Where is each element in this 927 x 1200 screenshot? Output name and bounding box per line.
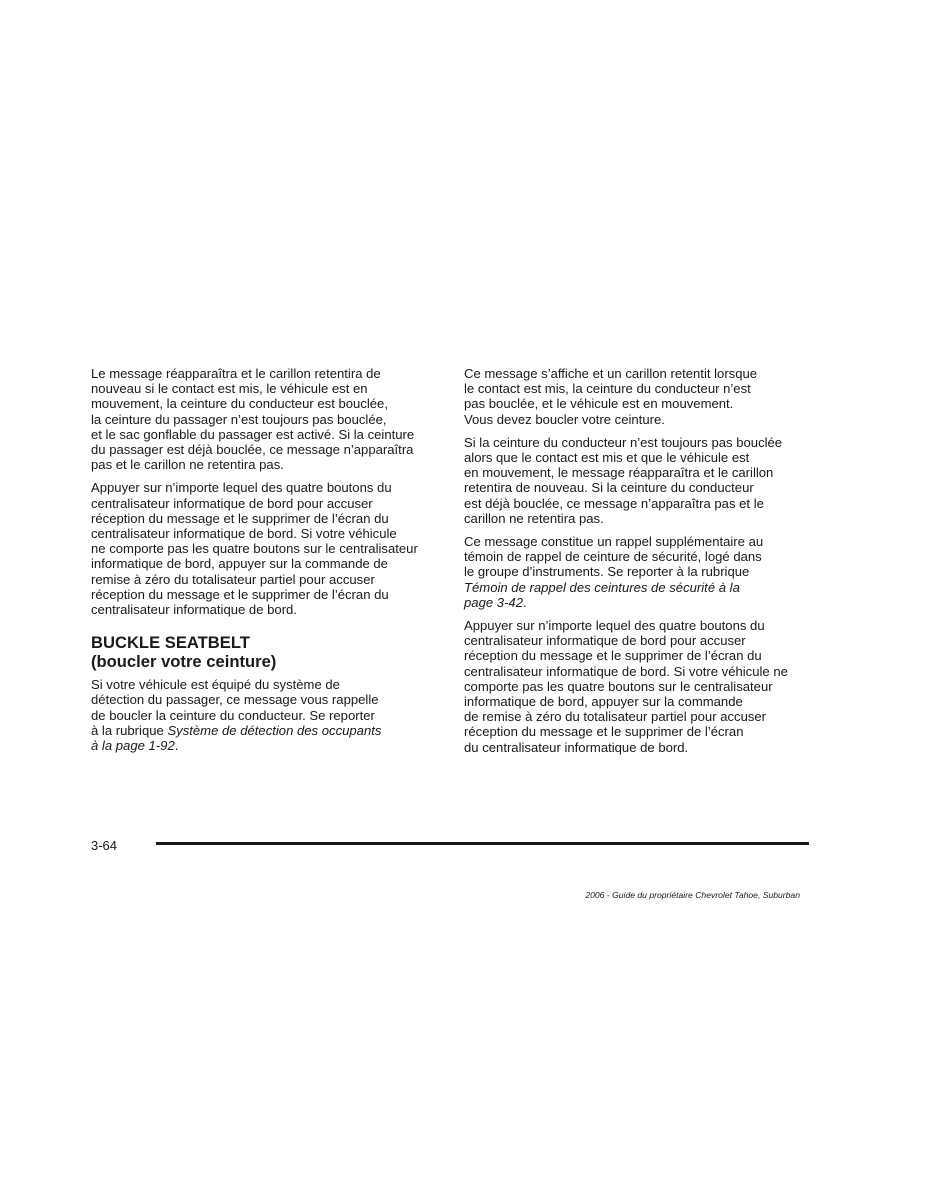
footer-rule bbox=[156, 842, 809, 845]
text-line: remise à zéro du totalisateur partiel pour accuser bbox=[91, 571, 375, 587]
text-line: est déjà bouclée, ce message n’apparaîtra pas et le bbox=[464, 495, 764, 511]
text-line bbox=[464, 595, 816, 610]
text-line: centralisateur informatique de bord pour accuser bbox=[91, 495, 373, 511]
text-line: nouveau si le contact est mis, le véhicule est en bbox=[91, 381, 368, 397]
text-line: informatique de bord, appuyer sur la commande bbox=[464, 694, 743, 710]
text-line: témoin de rappel de ceinture de sécurité, logé dans bbox=[464, 549, 762, 565]
cross-reference: à la page 1-92 bbox=[91, 738, 175, 754]
right-paragraph-2 bbox=[464, 435, 816, 526]
left-paragraph-3 bbox=[91, 677, 443, 753]
left-column bbox=[91, 366, 443, 761]
text-line: mouvement, la ceinture du conducteur est bouclée, bbox=[91, 396, 388, 412]
text-line: réception du message et le supprimer de l’écran du bbox=[91, 586, 389, 602]
text-line: la ceinture du passager n’est toujours pas bouclée, bbox=[91, 411, 387, 427]
heading-line: (boucler votre ceinture) bbox=[91, 651, 277, 671]
right-paragraph-4 bbox=[464, 618, 816, 755]
cross-reference: Témoin de rappel des ceintures de sécurité à la bbox=[464, 579, 740, 595]
text-line: alors que le contact est mis et que le véhicule est bbox=[464, 450, 750, 466]
text-line: réception du message et le supprimer de l’écran bbox=[464, 724, 744, 740]
text-line: Vous devez boucler votre ceinture. bbox=[464, 411, 665, 427]
text-line: centralisateur informatique de bord. Si votre véhicule ne bbox=[464, 663, 788, 679]
text-line bbox=[464, 580, 816, 595]
text-fragment: . bbox=[522, 594, 527, 610]
cross-reference: page 3-42 bbox=[464, 594, 523, 610]
text-fragment: à la rubrique bbox=[91, 722, 168, 738]
text-line bbox=[91, 723, 443, 738]
text-line: du centralisateur informatique de bord. bbox=[464, 739, 689, 755]
text-line: Si votre véhicule est équipé du système de bbox=[91, 677, 340, 693]
text-line: comporte pas les quatre boutons sur le centralisateur bbox=[464, 678, 773, 694]
text-line: centralisateur informatique de bord pour accuser bbox=[464, 633, 746, 649]
text-line: détection du passager, ce message vous rappelle bbox=[91, 692, 379, 708]
text-fragment: . bbox=[174, 738, 179, 754]
right-paragraph-1 bbox=[464, 366, 816, 427]
page-number: 3-64 bbox=[91, 838, 118, 853]
text-line: pas et le carillon ne retentira pas. bbox=[91, 457, 284, 473]
text-line bbox=[91, 738, 443, 753]
heading-line: BUCKLE SEATBELT bbox=[91, 633, 250, 653]
text-line: Si la ceinture du conducteur n’est toujours pas bouclée bbox=[464, 434, 783, 450]
text-line: centralisateur informatique de bord. bbox=[91, 602, 297, 618]
text-line: de remise à zéro du totalisateur partiel pour accuser bbox=[464, 709, 767, 725]
text-line: et le sac gonflable du passager est activé. Si la ceinture bbox=[91, 426, 415, 442]
left-paragraph-2 bbox=[91, 480, 443, 617]
section-heading bbox=[91, 634, 443, 671]
text-line: centralisateur informatique de bord. Si votre véhicule bbox=[91, 526, 397, 542]
text-line: le contact est mis, la ceinture du conducteur n’est bbox=[464, 381, 751, 397]
text-line: ne comporte pas les quatre boutons sur le centralisateur bbox=[91, 541, 418, 557]
text-line: Ce message constitue un rappel supplémentaire au bbox=[464, 534, 764, 550]
right-paragraph-3 bbox=[464, 534, 816, 610]
footer-text: 2006 - Guide du propriétaire Chevrolet Tahoe, Suburban bbox=[585, 890, 800, 900]
text-line: de boucler la ceinture du conducteur. Se reporter bbox=[91, 707, 375, 723]
cross-reference: Système de détection des occupants bbox=[167, 722, 382, 738]
text-line: réception du message et le supprimer de l’écran du bbox=[91, 510, 389, 526]
text-line: carillon ne retentira pas. bbox=[464, 510, 604, 526]
right-column bbox=[464, 366, 816, 763]
text-line: réception du message et le supprimer de l’écran du bbox=[464, 648, 762, 664]
text-line: Ce message s’affiche et un carillon retentit lorsque bbox=[464, 366, 758, 381]
left-paragraph-1 bbox=[91, 366, 443, 472]
text-line: Le message réapparaîtra et le carillon retentira de bbox=[91, 366, 381, 381]
text-line: pas bouclée, et le véhicule est en mouvement. bbox=[464, 396, 734, 412]
text-line: en mouvement, le message réapparaîtra et le carillon bbox=[464, 465, 774, 481]
text-line: Appuyer sur n’importe lequel des quatre boutons du bbox=[464, 618, 765, 634]
text-line: retentira de nouveau. Si la ceinture du conducteur bbox=[464, 480, 754, 496]
text-line: Appuyer sur n’importe lequel des quatre boutons du bbox=[91, 480, 392, 496]
text-line: informatique de bord, appuyer sur la commande de bbox=[91, 556, 388, 572]
text-line: du passager est déjà bouclée, ce message n’apparaîtra bbox=[91, 442, 414, 458]
text-line: le groupe d’instruments. Se reporter à la rubrique bbox=[464, 564, 750, 580]
